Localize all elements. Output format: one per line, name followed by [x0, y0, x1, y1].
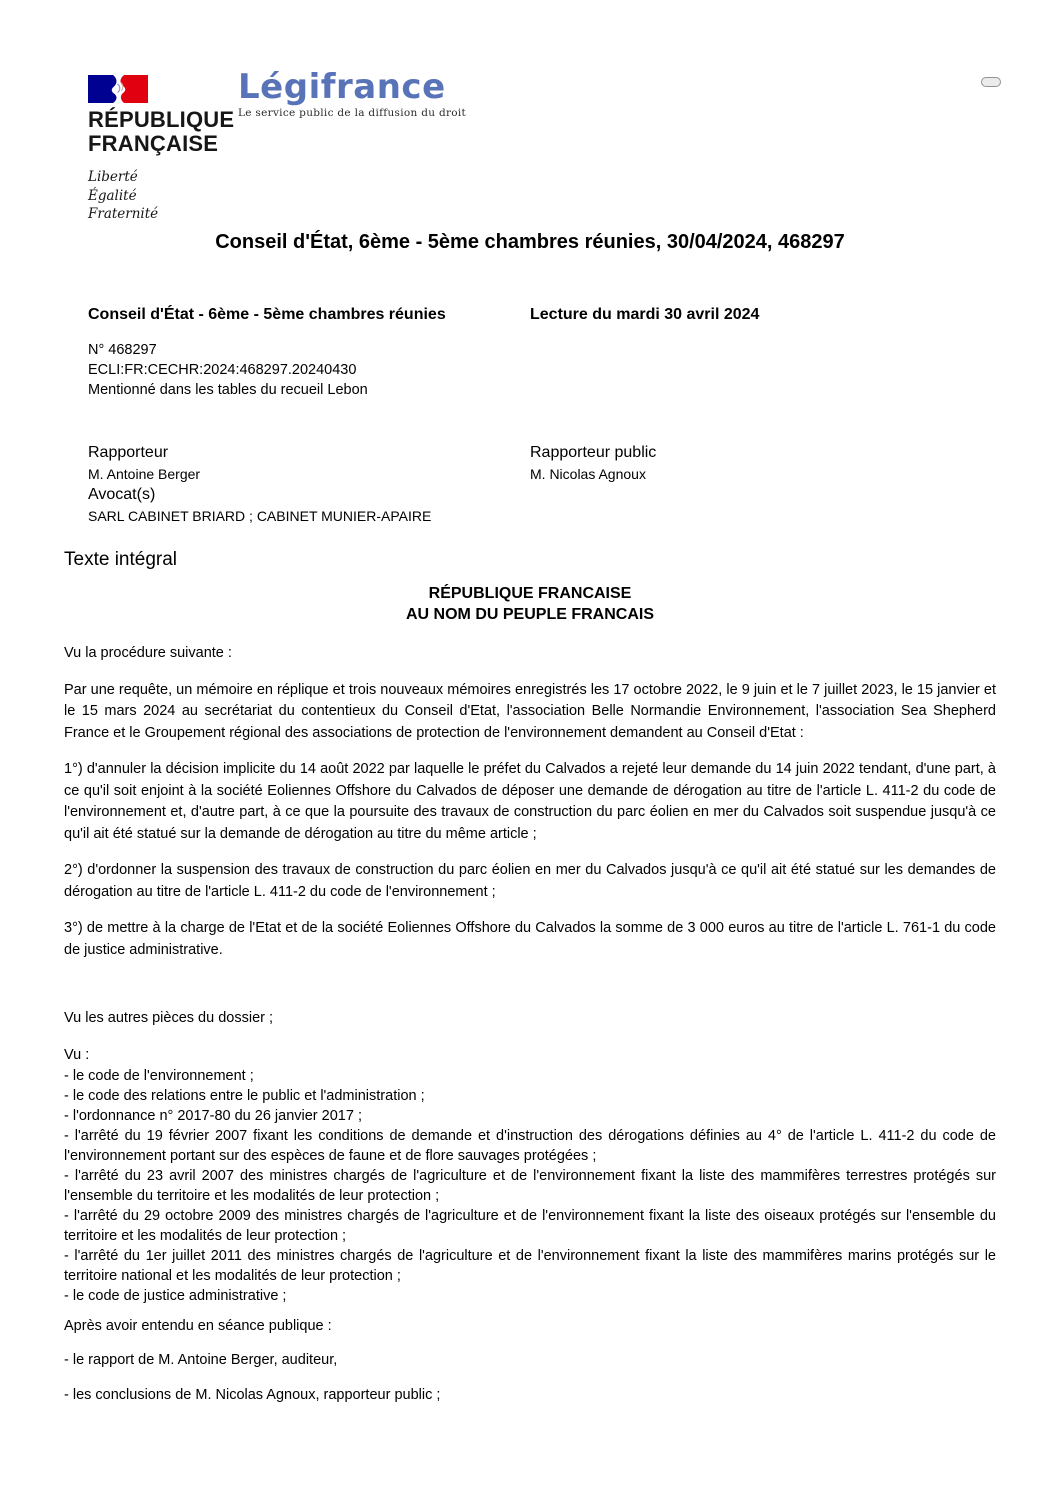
people-section	[88, 444, 996, 482]
vu-list-item: - l'ordonnance n° 2017-80 du 26 janvier 2017 ;	[64, 1108, 362, 1124]
rapporteur-block	[88, 444, 530, 482]
vu-label: Vu :	[64, 1046, 90, 1063]
decision-meta-row	[88, 305, 996, 325]
vu-block	[64, 1045, 996, 1307]
paragraph-demande-3: 3°) de mettre à la charge de l'Etat et de la société Eoliennes Offshore du Calvados la somme de 3 000 euros au titre de l'article L. 761-1 du code de justice administrative.	[64, 920, 996, 958]
rapporteur-name: M. Antoine Berger	[88, 466, 201, 482]
document-title: Conseil d'État, 6ème - 5ème chambres réunies, 30/04/2024, 468297	[215, 231, 845, 253]
avocats-label: Avocat(s)	[88, 486, 156, 503]
decision-body	[64, 643, 996, 1407]
top-right-pill-control[interactable]	[981, 77, 1001, 87]
rapporteur-label: Rapporteur	[88, 444, 169, 461]
decision-meta	[88, 305, 996, 400]
vu-list-item: - l'arrêté du 23 avril 2007 des ministres chargés de l'agriculture et de l'environnement fixant la liste des mammifères terrestres protégés sur l'ensemble du territoire et les modalités de leur protection ;	[64, 1168, 996, 1204]
vu-list-item: - le code de justice administrative ;	[64, 1288, 287, 1304]
legifrance-logo[interactable]	[238, 68, 466, 119]
republique-header	[0, 583, 1060, 625]
lecture-date: Lecture du mardi 30 avril 2024	[530, 306, 760, 323]
marianne-flag-icon	[88, 75, 148, 103]
gov-logo-motto	[88, 168, 234, 224]
gov-logo-wordmark	[88, 108, 234, 156]
paragraph-procedure: Vu la procédure suivante :	[64, 645, 232, 661]
motto-egalite: Égalité	[88, 187, 137, 204]
texte-integral-heading: Texte intégral	[64, 549, 178, 570]
paragraph-demande-2: 2°) d'ordonner la suspension des travaux de construction du parc éolien en mer du Calvados jusqu'à ce qu'il ait été statué sur les demandes de dérogation au titre de l'article L. 411-2 du code de l'environnement ;	[64, 862, 996, 900]
rapporteur-public-block	[530, 444, 972, 482]
decision-publication: Mentionné dans les tables du recueil Lebon	[88, 382, 368, 398]
decision-number: N° 468297	[88, 342, 157, 358]
paragraph-rapport: - le rapport de M. Antoine Berger, auditeur,	[64, 1351, 338, 1368]
avocats-value: SARL CABINET BRIARD ; CABINET MUNIER-APAIRE	[88, 508, 432, 524]
gov-logo-line2: FRANÇAISE	[88, 131, 219, 156]
avocats-block	[88, 486, 996, 524]
paragraph-requete: Par une requête, un mémoire en réplique et trois nouveaux mémoires enregistrés les 17 octobre 2022, le 9 juin et le 7 juillet 2023, le 15 janvier et le 15 mars 2024 au secrétariat du contentieux du Conseil d'Etat, l'association Belle Normandie Environnement, l'association Sea Shepherd France et le Groupement régional des associations de protection de l'environnement demandent au Conseil d'Etat :	[64, 681, 996, 741]
paragraph-autres-pieces: Vu les autres pièces du dossier ;	[64, 1010, 274, 1026]
republique-header-line1: RÉPUBLIQUE FRANCAISE	[428, 585, 632, 602]
legifrance-tagline: Le service public de la diffusion du droit	[238, 107, 467, 119]
motto-fraternite: Fraternité	[88, 206, 159, 222]
paragraph-conclusions: - les conclusions de M. Nicolas Agnoux, rapporteur public ;	[64, 1387, 441, 1403]
rapporteur-public-label: Rapporteur public	[530, 444, 657, 461]
republique-francaise-logo	[88, 75, 234, 224]
vu-list-item: - l'arrêté du 1er juillet 2011 des ministres chargés de l'agriculture et de l'environnement fixant la liste des mammifères marins protégés sur le territoire national et les modalités de leur protection ;	[64, 1248, 996, 1284]
vu-list-item: - le code de l'environnement ;	[64, 1068, 254, 1084]
jurisdiction-chamber: Conseil d'État - 6ème - 5ème chambres réunies	[88, 306, 446, 323]
vu-list	[64, 1066, 996, 1306]
vu-list-item: - l'arrêté du 29 octobre 2009 des ministres chargés de l'agriculture et de l'environnement fixant la liste des oiseaux protégés sur l'ensemble du territoire et les modalités de leur protection ;	[64, 1208, 996, 1244]
paragraph-seance: Après avoir entendu en séance publique :	[64, 1318, 332, 1334]
decision-identifiers	[88, 340, 996, 400]
paragraph-demande-1: 1°) d'annuler la décision implicite du 14 août 2022 par laquelle le préfet du Calvados a rejeté leur demande du 14 juin 2022 tendant, d'une part, à ce qu'il soit enjoint à la société Eoliennes Offshore du Calvados de déposer une demande de dérogation au titre de l'article L. 411-2 du code de l'environnement et, d'autre part, à ce que la poursuite des travaux de construction du parc éolien en mer du Calvados soit suspendue jusqu'à ce qu'il ait été statué sur la demande de dérogation au titre du même article ;	[64, 761, 996, 842]
gov-logo-line1: RÉPUBLIQUE	[88, 107, 235, 132]
decision-ecli: ECLI:FR:CECHR:2024:468297.20240430	[88, 362, 357, 378]
rapporteur-public-name: M. Nicolas Agnoux	[530, 466, 646, 482]
motto-liberte: Liberté	[88, 169, 138, 185]
vu-list-item: - l'arrêté du 19 février 2007 fixant les conditions de demande et d'instruction des dérogations définies au 4° de l'article L. 411-2 du code de l'environnement portant sur des espèces de faune et de flore sauvages protégées ;	[64, 1128, 996, 1164]
legifrance-brand-text: Légifrance	[238, 67, 446, 107]
republique-header-line2: AU NOM DU PEUPLE FRANCAIS	[405, 606, 654, 623]
vu-list-item: - le code des relations entre le public et l'administration ;	[64, 1088, 425, 1104]
